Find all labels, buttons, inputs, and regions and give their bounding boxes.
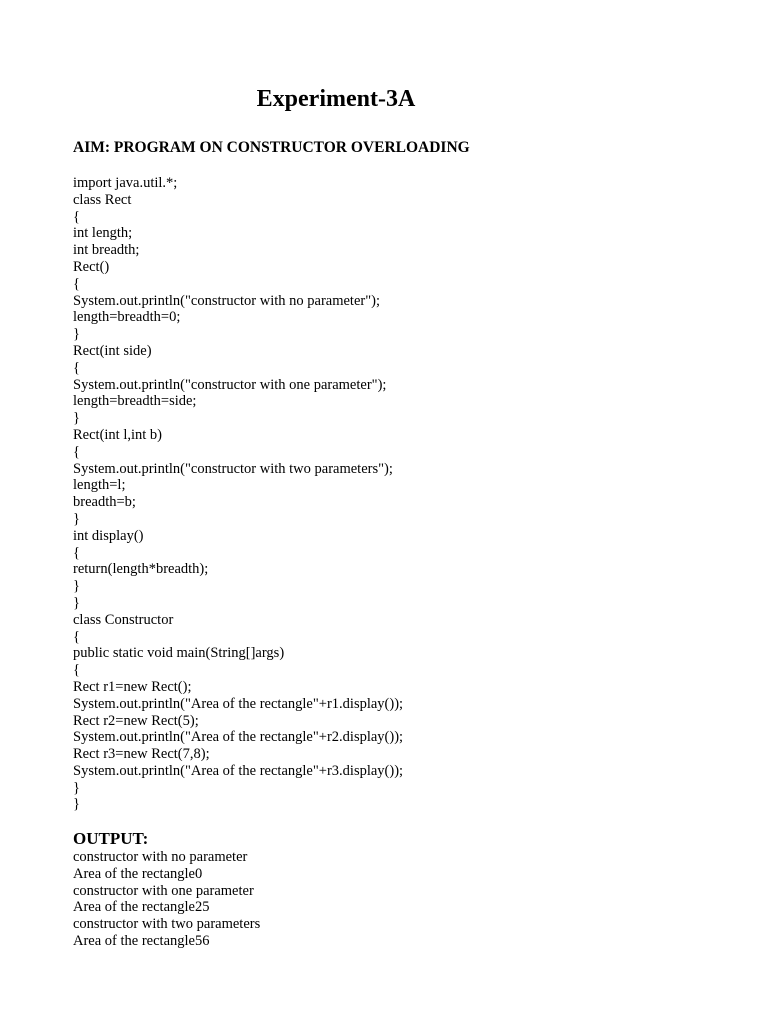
code-line: { — [73, 662, 80, 679]
document-title: Experiment-3A — [256, 86, 416, 112]
output-line: constructor with no parameter — [73, 849, 248, 865]
code-listing — [73, 175, 403, 813]
code-line: Rect(int side) — [73, 342, 152, 359]
output-line: Area of the rectangle56 — [73, 932, 210, 949]
code-line: System.out.println("Area of the rectangle"+r2.display()); — [73, 729, 404, 746]
code-line: int display() — [73, 527, 144, 544]
code-line: Rect() — [73, 258, 110, 275]
aim-heading: AIM: PROGRAM ON CONSTRUCTOR OVERLOADING — [73, 139, 470, 156]
code-line: } — [73, 594, 80, 611]
code-line: } — [73, 510, 80, 527]
code-line: System.out.println("Area of the rectangle"+r3.display()); — [73, 762, 404, 779]
code-line: { — [73, 443, 80, 460]
code-line: { — [73, 275, 80, 292]
code-line: import java.util.*; — [73, 175, 178, 191]
code-line: Rect r1=new Rect(); — [73, 678, 192, 695]
output-line: constructor with two parameters — [73, 916, 261, 933]
code-line: length=l; — [73, 477, 126, 494]
code-line: System.out.println("constructor with no parameter"); — [73, 292, 381, 309]
code-line: return(length*breadth); — [73, 561, 209, 578]
code-line: class Rect — [73, 191, 132, 208]
output-line: constructor with one parameter — [73, 882, 254, 899]
code-line: System.out.println("Area of the rectangle"+r1.display()); — [73, 695, 404, 712]
output-line: Area of the rectangle0 — [73, 865, 203, 882]
code-line: class Constructor — [73, 611, 174, 628]
code-line: int breadth; — [73, 242, 140, 259]
code-line: Rect r2=new Rect(5); — [73, 712, 199, 729]
code-line: { — [73, 359, 80, 376]
code-line: { — [73, 544, 80, 561]
code-line: } — [73, 796, 80, 813]
code-line: Rect r3=new Rect(7,8); — [73, 746, 210, 763]
code-line: System.out.println("constructor with one parameter"); — [73, 376, 387, 393]
code-line: } — [73, 779, 80, 796]
code-line: System.out.println("constructor with two parameters"); — [73, 460, 393, 477]
code-line: length=breadth=side; — [73, 393, 197, 410]
code-line: { — [73, 628, 80, 645]
code-line: { — [73, 208, 80, 225]
code-line: Rect(int l,int b) — [73, 426, 162, 443]
code-line: int length; — [73, 225, 133, 242]
code-line: } — [73, 410, 80, 427]
output-line: Area of the rectangle25 — [73, 899, 210, 916]
output-heading: OUTPUT: — [73, 829, 149, 848]
code-line: length=breadth=0; — [73, 309, 181, 326]
code-line: public static void main(String[]args) — [73, 645, 285, 662]
output-listing — [73, 849, 260, 950]
code-line: breadth=b; — [73, 494, 136, 511]
code-line: } — [73, 326, 80, 343]
code-line: } — [73, 578, 80, 595]
